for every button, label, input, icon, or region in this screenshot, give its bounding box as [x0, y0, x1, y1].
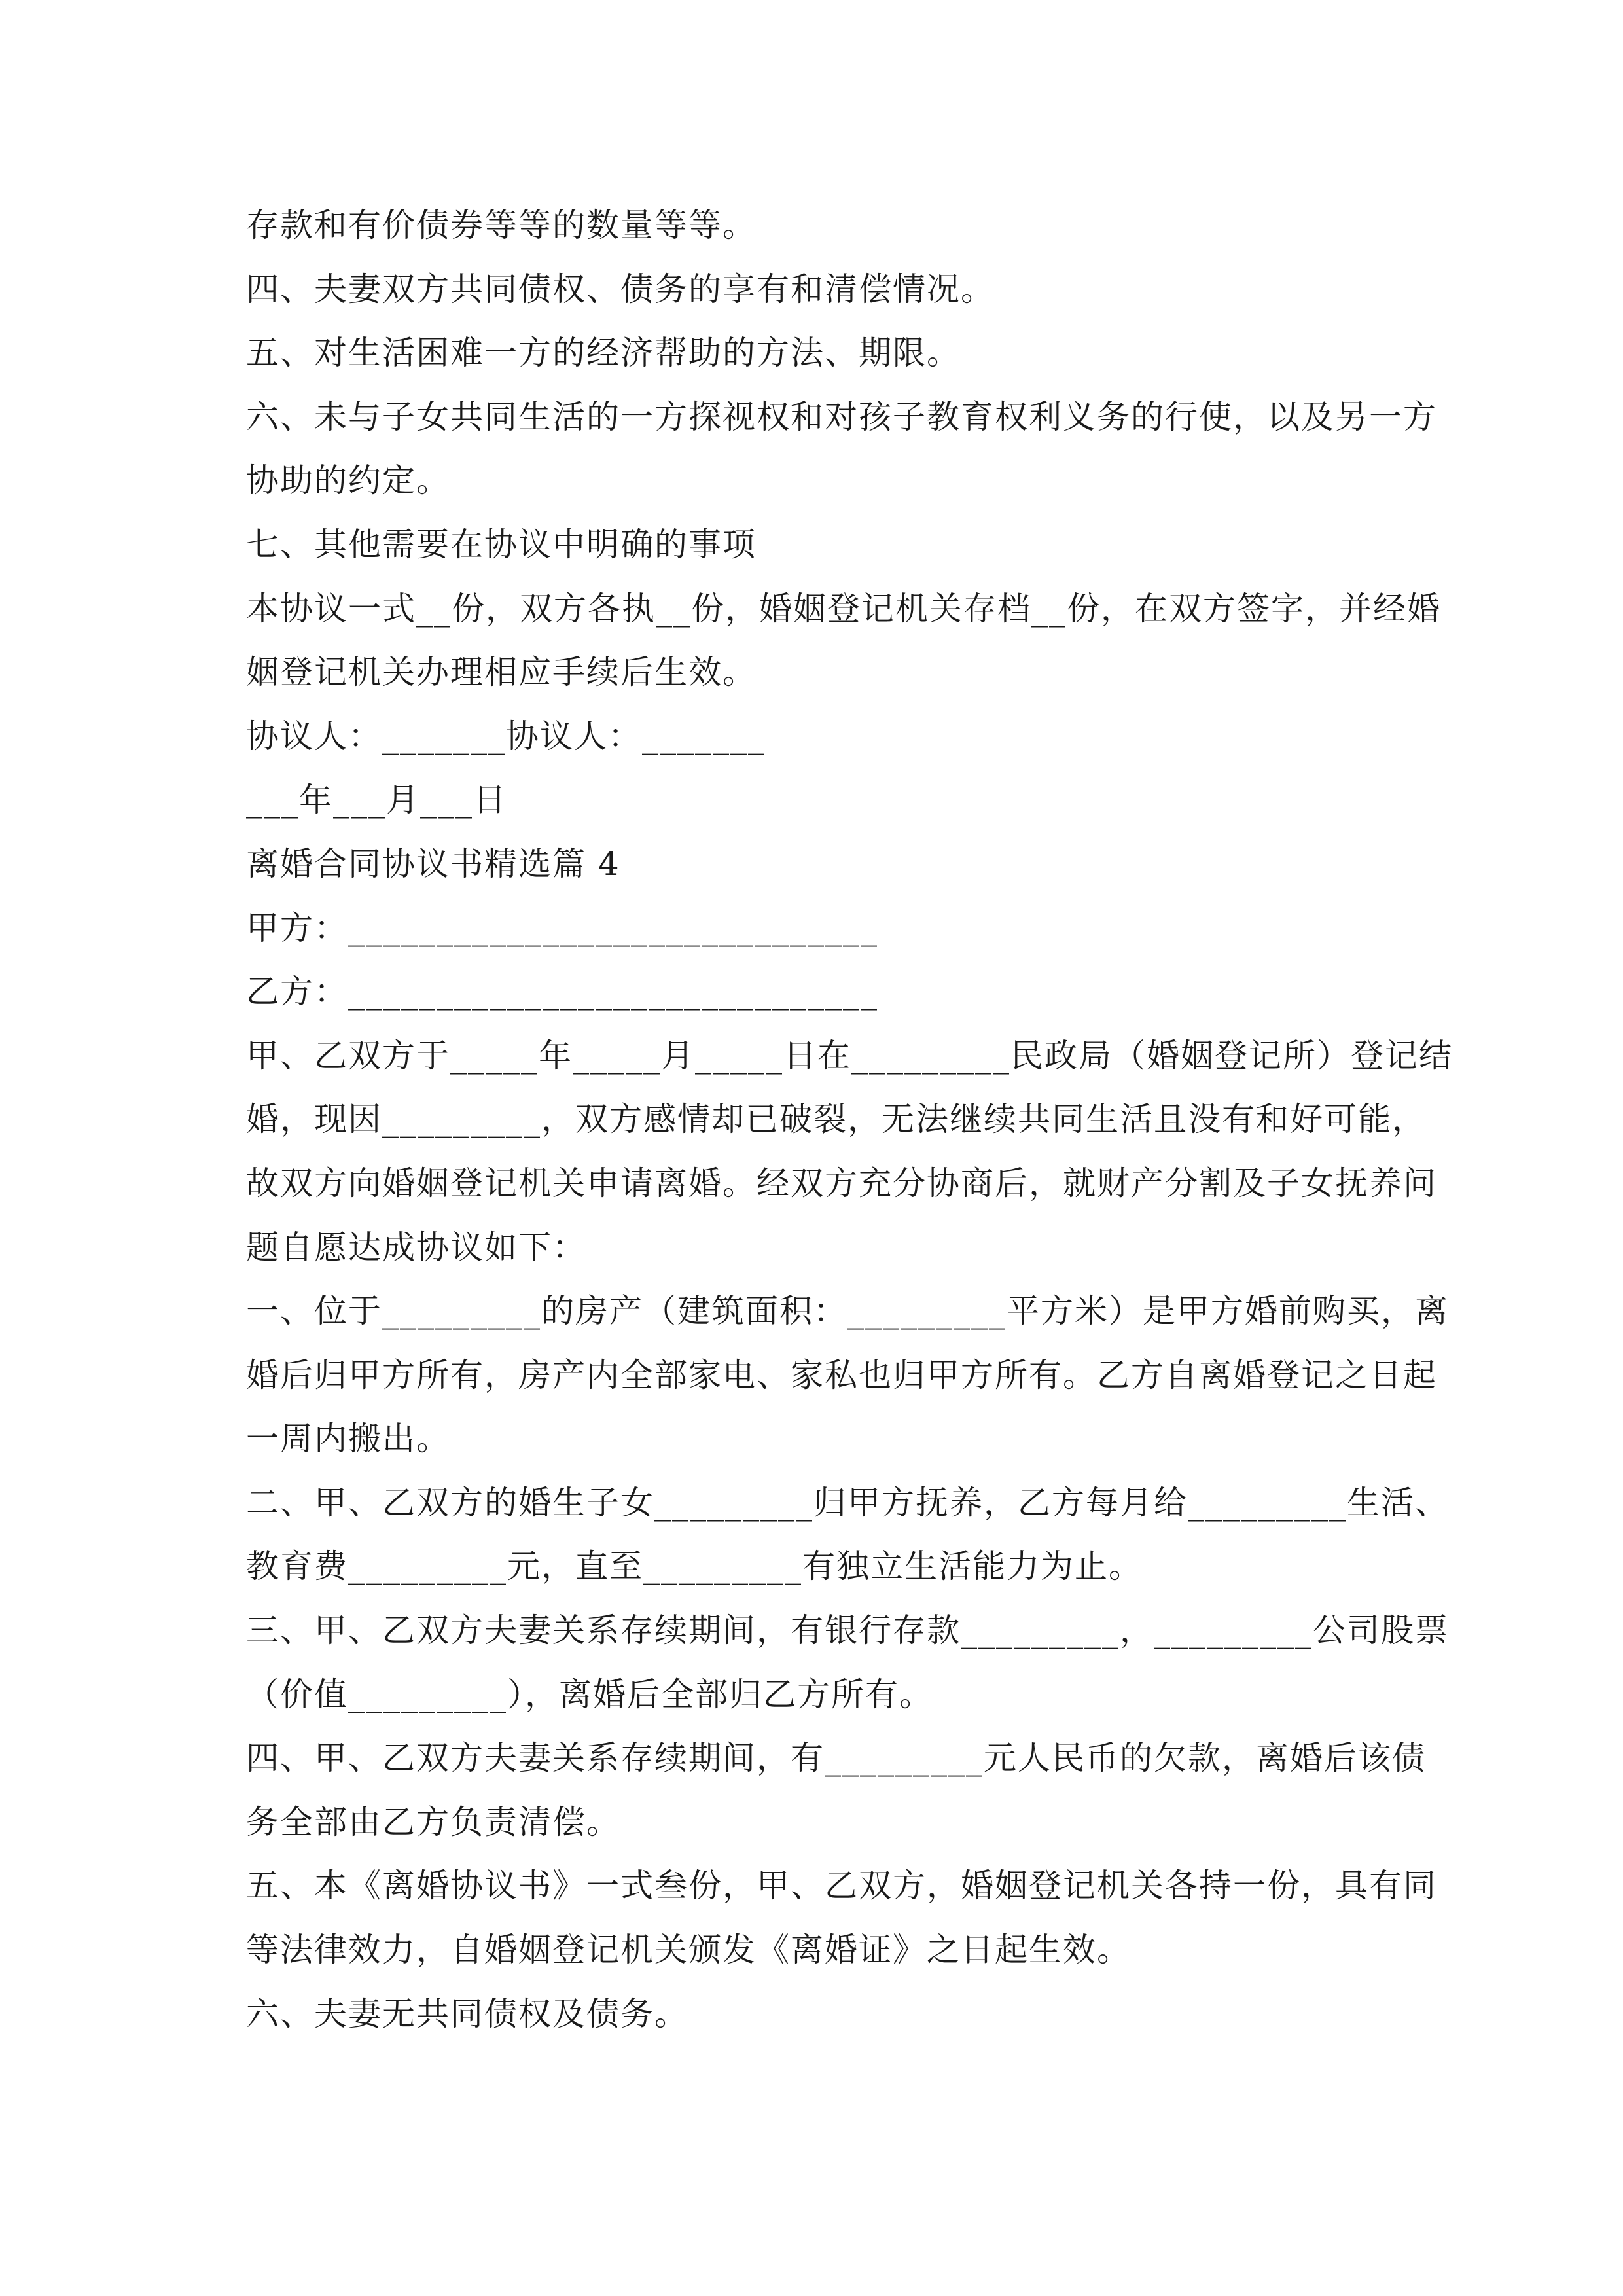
- text-line: 教育费_________元，直至_________有独立生活能力为止。: [246, 1547, 1143, 1586]
- text-line: 一周内搬出。: [246, 1420, 450, 1458]
- text-line: （价值_________），离婚后全部归乙方所有。: [246, 1675, 933, 1713]
- section-title: 离婚合同协议书精选篇 4: [246, 844, 620, 883]
- date-line: ___年___月___日: [246, 781, 507, 819]
- text-line: 等法律效力，自婚姻登记机关颁发《离婚证》之日起生效。: [246, 1931, 1131, 1969]
- text-line: 七、其他需要在协议中明确的事项: [246, 525, 757, 564]
- text-line: 五、本《离婚协议书》一式叁份，甲、乙双方，婚姻登记机关各持一份，具有同: [246, 1867, 1437, 1905]
- text-line: 五、对生活困难一方的经济帮助的方法、期限。: [246, 334, 961, 372]
- text-line: 婚后归甲方所有，房产内全部家电、家私也归甲方所有。乙方自离婚登记之日起: [246, 1355, 1437, 1394]
- text-line: 三、甲、乙双方夫妻关系存续期间，有银行存款_________，_________公司股票: [246, 1611, 1449, 1650]
- text-line: 六、夫妻无共同债权及债务。: [246, 1994, 688, 2033]
- party-a-line: 甲方：______________________________: [246, 908, 878, 947]
- text-line: 婚，现因_________，双方感情却已破裂，无法继续共同生活且没有和好可能，: [246, 1100, 1426, 1139]
- text-line: 题自愿达成协议如下：: [246, 1228, 586, 1266]
- text-line: 一、位于_________的房产（建筑面积：_________平方米）是甲方婚前购买，离: [246, 1292, 1449, 1331]
- text-line: 姻登记机关办理相应手续后生效。: [246, 653, 757, 692]
- text-line: 务全部由乙方负责清偿。: [246, 1803, 620, 1841]
- text-line: 甲、乙双方于_____年_____月_____日在_________民政局（婚姻登记所）登记结: [246, 1036, 1453, 1075]
- text-line: 六、未与子女共同生活的一方探视权和对孩子教育权利义务的行使，以及另一方: [246, 397, 1437, 436]
- signature-line: 协议人：_______协议人：_______: [246, 717, 766, 755]
- text-line: 二、甲、乙双方的婚生子女_________归甲方抚养，乙方每月给_________生活、: [246, 1483, 1449, 1522]
- text-line: 存款和有价债券等等的数量等等。: [246, 206, 757, 244]
- party-b-line: 乙方：______________________________: [246, 973, 878, 1011]
- text-line: 四、甲、乙双方夫妻关系存续期间，有_________元人民币的欠款，离婚后该债: [246, 1739, 1426, 1778]
- text-line: 协助的约定。: [246, 461, 450, 500]
- document-page: [246, 194, 1453, 2046]
- text-line: 本协议一式__份，双方各执__份，婚姻登记机关存档__份，在双方签字，并经婚: [246, 589, 1441, 628]
- text-line: 故双方向婚姻登记机关申请离婚。经双方充分协商后，就财产分割及子女抚养问: [246, 1164, 1437, 1202]
- text-line: 四、夫妻双方共同债权、债务的享有和清偿情况。: [246, 270, 995, 308]
